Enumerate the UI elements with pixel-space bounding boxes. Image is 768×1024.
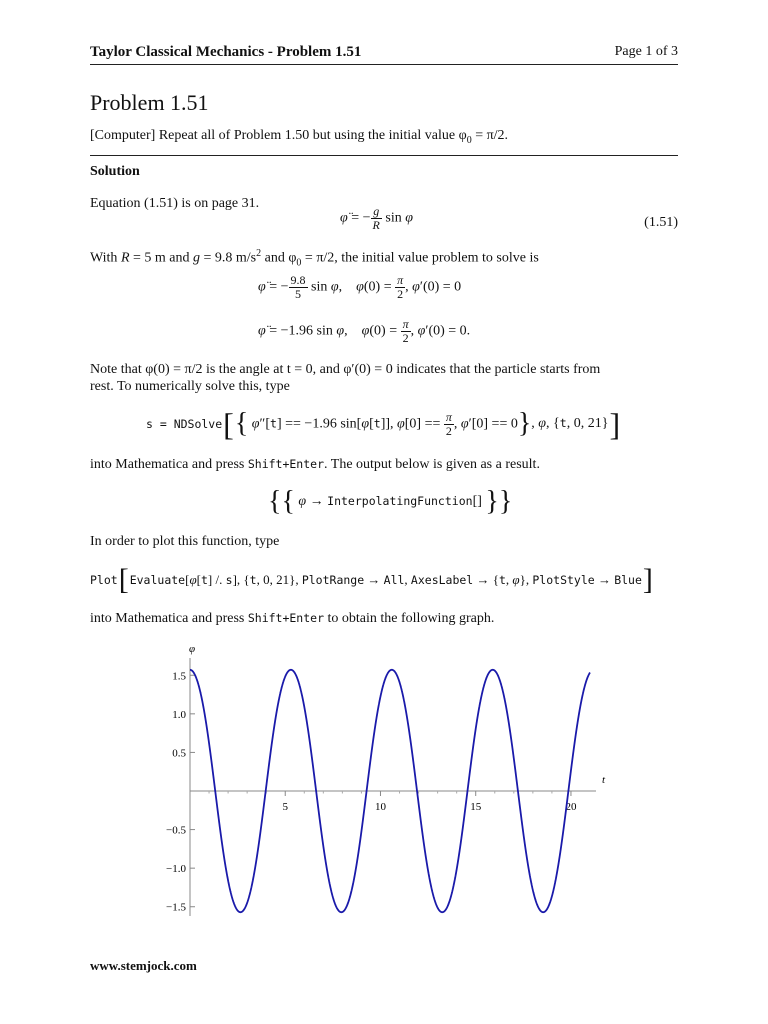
chart-axes bbox=[189, 643, 606, 916]
axeslabel-label: AxesLabel bbox=[410, 573, 474, 587]
footer-site: www.stemjock.com bbox=[90, 958, 197, 973]
graph-text-end: to obtain the following graph. bbox=[324, 611, 495, 626]
paragraph-note-line2: rest. To numerically solve this, type bbox=[90, 379, 290, 394]
plotrange-label: PlotRange bbox=[301, 573, 365, 587]
param-text-b: R bbox=[120, 250, 130, 266]
problem-heading: Problem 1.51 bbox=[90, 90, 209, 115]
plot-command: Plot [ Evaluate [φ[t] /. s], {t, 0, 21}, PlotRange → All, AxesLabel → {t, φ}, PlotStyle → Blue ] bbox=[90, 563, 653, 596]
y-tick-label: 1.5 bbox=[172, 670, 186, 683]
plotstyle-label: PlotStyle bbox=[532, 573, 595, 587]
paragraph-parameters bbox=[90, 244, 539, 272]
header-rule bbox=[90, 64, 678, 65]
paragraph-note-line1: Note that φ(0) = π/2 is the angle at t = 0, and φ′(0) = 0 indicates that the particle starts from bbox=[90, 362, 601, 377]
param-text-i: = π/2, the initial value problem to solve is bbox=[301, 250, 539, 266]
equation-1-51: φ̈ = − $\frac{g}{R}$ sin φ bbox=[340, 204, 413, 232]
x-tick-label: 10 bbox=[374, 801, 386, 813]
graph-text: into Mathematica and press bbox=[90, 611, 248, 626]
param-text-d: g bbox=[193, 250, 200, 266]
paragraph-plot-intro: In order to plot this function, type bbox=[90, 534, 280, 549]
statement-text-end: = π/2. bbox=[471, 128, 509, 143]
interpolating-function-label: InterpolatingFunction bbox=[327, 494, 473, 508]
param-text-g: and φ bbox=[261, 250, 297, 266]
equation-number: (1.51) bbox=[644, 215, 678, 230]
paragraph-output bbox=[90, 455, 540, 474]
statement-text: [Computer] Repeat all of Problem 1.50 but using the initial value φ bbox=[90, 128, 467, 143]
ndsolve-label: s = NDSolve bbox=[146, 417, 223, 431]
ndsolve-output: { { φ → InterpolatingFunction[] } } bbox=[268, 486, 513, 517]
problem-statement bbox=[90, 126, 508, 150]
param-text-h: 0 bbox=[296, 257, 302, 269]
param-text-f: 2 bbox=[256, 248, 262, 259]
x-tick-label: 15 bbox=[470, 801, 482, 813]
ivp-equation-2: φ̈ = −1.96 sin φ, φ(0) = $\frac{\pi}{2}$ , φ′(0) = 0. bbox=[258, 317, 471, 345]
x-axis-label: t bbox=[602, 774, 606, 786]
y-tick-label: −0.5 bbox=[166, 824, 186, 837]
param-text-c: = 5 m and bbox=[129, 250, 193, 266]
x-tick-label: 5 bbox=[282, 801, 288, 813]
solution-heading: Solution bbox=[90, 164, 140, 179]
y-tick-label: 1.0 bbox=[172, 708, 186, 721]
header-page-number: Page 1 of 3 bbox=[614, 44, 678, 59]
output-text: into Mathematica and press bbox=[90, 457, 248, 472]
x-tick-label: 20 bbox=[565, 801, 577, 813]
shift-enter-key-1: Shift+Enter bbox=[247, 457, 325, 471]
plot-label: Plot bbox=[90, 573, 118, 587]
shift-enter-key-2: Shift+Enter bbox=[247, 611, 325, 625]
header-title: Taylor Classical Mechanics - Problem 1.51 bbox=[90, 44, 362, 60]
section-rule bbox=[90, 155, 678, 156]
ndsolve-command: s = NDSolve [ { φ″[t] == −1.96 sin[φ[t]], φ[0] == $\frac{\pi}{2}$ , φ′[0] == 0 } , φ, {t, 0, 21} ] bbox=[146, 406, 621, 442]
param-text-e: = 9.8 m/s bbox=[200, 250, 257, 266]
y-axis-label: φ bbox=[188, 643, 196, 655]
blue-label: Blue bbox=[614, 573, 642, 587]
paragraph-graph-intro bbox=[90, 609, 494, 628]
output-text-end: . The output below is given as a result. bbox=[324, 457, 540, 472]
all-label: All bbox=[383, 573, 405, 587]
y-tick-label: 0.5 bbox=[172, 747, 186, 760]
param-text-a: With bbox=[90, 250, 121, 266]
paragraph-equation-ref: Equation (1.51) is on page 31. bbox=[90, 196, 260, 211]
phi-vs-t-chart bbox=[150, 636, 620, 926]
ivp-equation-1: φ̈ = − $\frac{9.8}{5}$ sin φ, φ(0) = $\frac{\pi}{2}$ , φ′(0) = 0 bbox=[258, 273, 462, 301]
y-tick-label: −1.5 bbox=[166, 901, 186, 914]
statement-subscript: 0 bbox=[466, 134, 472, 146]
y-tick-label: −1.0 bbox=[166, 863, 186, 876]
evaluate-label: Evaluate bbox=[129, 573, 186, 587]
